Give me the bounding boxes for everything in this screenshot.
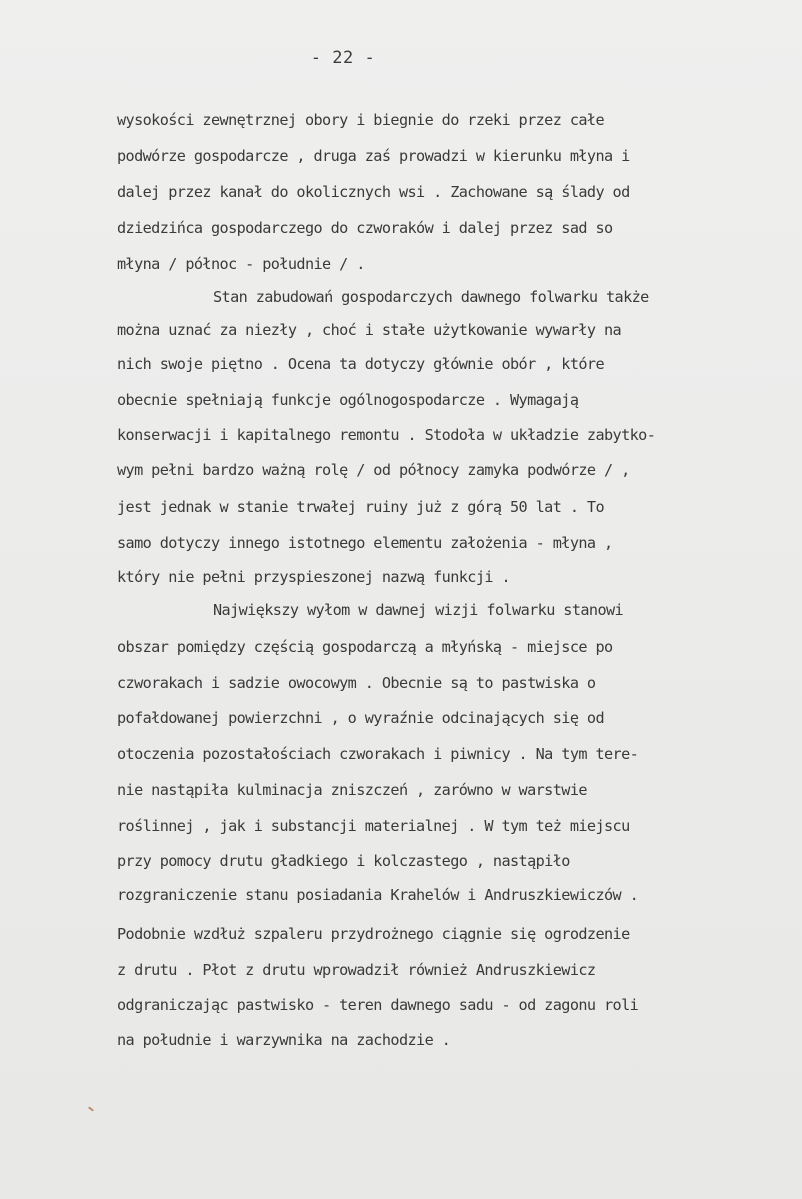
text-line: roślinnej , jak i substancji materialnej . W tym też miejscu (117, 817, 630, 835)
text-line: dziedzińca gospodarczego do czworaków i dalej przez sad so (117, 219, 613, 237)
text-line: otoczenia pozostałościach czworakach i piwnicy . Na tym tere- (117, 745, 639, 763)
text-line: obecnie spełniają funkcje ogólnogospodarcze . Wymagają (117, 391, 579, 409)
text-line: podwórze gospodarcze , druga zaś prowadzi w kierunku młyna i (117, 147, 630, 165)
text-line: można uznać za niezły , choć i stałe użytkowanie wywarły na (117, 321, 622, 339)
text-line: czworakach i sadzie owocowym . Obecnie są to pastwiska o (117, 674, 596, 692)
text-line: konserwacji i kapitalnego remontu . Stodoła w układzie zabytko- (117, 426, 656, 444)
text-line: odgraniczając pastwisko - teren dawnego sadu - od zagonu roli (117, 996, 639, 1014)
text-line: samo dotyczy innego istotnego elementu założenia - młyna , (117, 534, 613, 552)
text-line: jest jednak w stanie trwałej ruiny już z górą 50 lat . To (117, 498, 604, 516)
text-line: rozgraniczenie stanu posiadania Krahelów i Andruszkiewiczów . (117, 886, 639, 904)
text-line: młyna / północ - południe / . (117, 255, 365, 273)
text-line: nie nastąpiła kulminacja zniszczeń , zarówno w warstwie (117, 781, 587, 799)
text-line: dalej przez kanał do okolicznych wsi . Zachowane są ślady od (117, 183, 630, 201)
page-number: - 22 - (310, 48, 376, 68)
text-line: pofałdowanej powierzchni , o wyraźnie odcinających się od (117, 709, 604, 727)
text-line: przy pomocy drutu gładkiego i kolczastego , nastąpiło (117, 852, 570, 870)
text-line: Największy wyłom w dawnej wizji folwarku stanowi (213, 601, 624, 619)
text-line: wym pełni bardzo ważną rolę / od północy zamyka podwórze / , (117, 461, 630, 479)
text-line: z drutu . Płot z drutu wprowadził również Andruszkiewicz (117, 961, 596, 979)
text-line: obszar pomiędzy częścią gospodarczą a młyńską - miejsce po (117, 638, 613, 656)
text-line: Podobnie wzdłuż szpaleru przydrożnego ciągnie się ogrodzenie (117, 925, 630, 943)
text-line: wysokości zewnętrznej obory i biegnie do rzeki przez całe (117, 111, 604, 129)
text-line: Stan zabudowań gospodarczych dawnego folwarku także (213, 288, 649, 306)
text-line: nich swoje piętno . Ocena ta dotyczy głównie obór , które (117, 355, 604, 373)
margin-mark (88, 1106, 94, 1111)
text-line: który nie pełni przyspieszonej nazwą funkcji . (117, 568, 511, 586)
text-line: na południe i warzywnika na zachodzie . (117, 1031, 451, 1049)
